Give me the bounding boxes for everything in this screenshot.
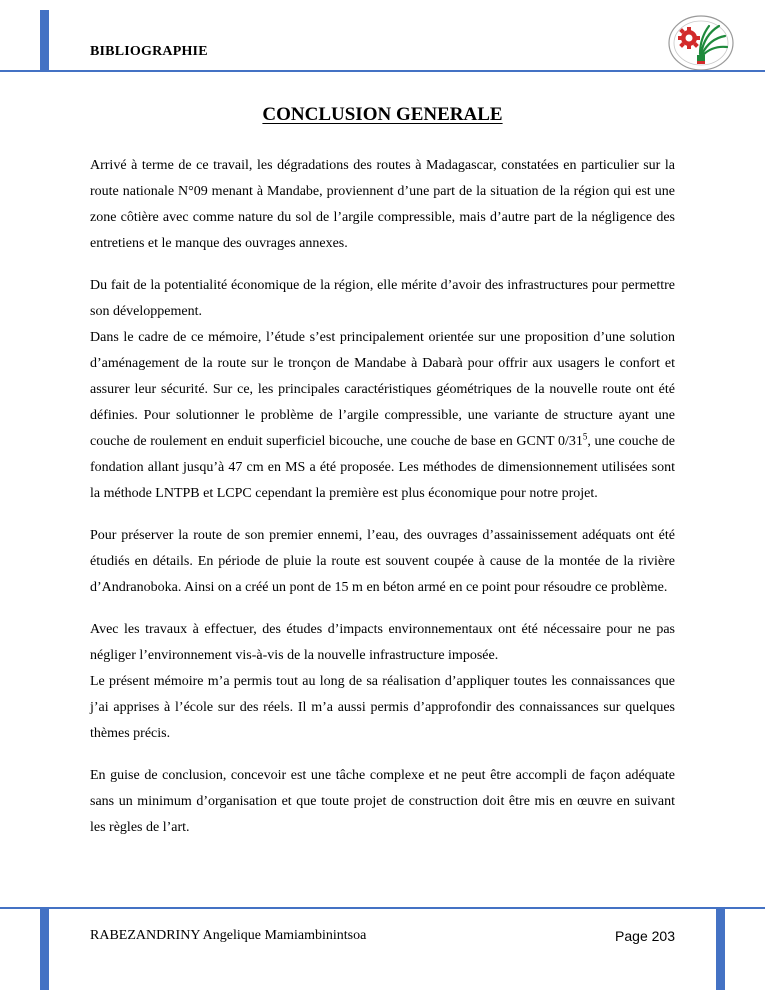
- university-seal-icon: [667, 14, 735, 72]
- footer-divider: [0, 907, 765, 909]
- page-number: Page 203: [615, 928, 675, 944]
- footer-right-bar: [716, 909, 725, 990]
- conclusion-body: [90, 153, 675, 841]
- page-title: CONCLUSION GENERALE: [262, 104, 503, 125]
- paragraph-3: [90, 325, 675, 507]
- paragraph-3-text-b: , une couche de fondation allant jusqu’à 47 cm en MS a été proposée. Les méthodes de dimensionnement utilisées sont la méthode LNTPB et LCPC cependant la première est plus économique pour notre projet.: [90, 434, 675, 501]
- paragraph-5: Avec les travaux à effectuer, des études d’impacts environnementaux ont été nécessaire pour ne pas négliger l’environnement vis-à-vis de la nouvelle infrastructure imposée.: [90, 622, 675, 663]
- footer-author: RABEZANDRINY Angelique Mamiambinintsoa: [90, 928, 367, 943]
- footer-left-bar: [40, 909, 49, 990]
- header-divider: [0, 70, 765, 72]
- paragraph-3-text-a: Dans le cadre de ce mémoire, l’étude s’est principalement orientée sur une proposition d’une solution d’aménagement de la route sur le tronçon de Mandabe à Dabarà pour offrir aux usagers le confort et assurer leur sécurité. Sur ce, les principales caractéristiques géométriques de la nouvelle route ont été définies. Pour solutionner le problème de l’argile compressible, une variante de structure ayant une couche de roulement en enduit superficiel bicouche, une couche de base en GCNT 0/31: [90, 330, 675, 449]
- paragraph-7: En guise de conclusion, concevoir est une tâche complexe et ne peut être accompli de façon adéquate sans un minimum d’organisation et que toute projet de construction doit être mis en œuvre en suivant les règles de l’art.: [90, 768, 675, 835]
- header-title: BIBLIOGRAPHIE: [90, 44, 208, 59]
- paragraph-2: Du fait de la potentialité économique de la région, elle mérite d’avoir des infrastructures pour permettre son développement.: [90, 278, 675, 319]
- footnote-reference: 5: [582, 431, 588, 442]
- header-left-bar: [40, 10, 49, 70]
- paragraph-1: Arrivé à terme de ce travail, les dégradations des routes à Madagascar, constatées en particulier sur la route nationale N°09 menant à Mandabe, proviennent d’une part de la situation de la région qui est une zone côtière avec comme nature du sol de l’argile compressible, mais d’autre part de la négligence des entretiens et le manque des ouvrages annexes.: [90, 158, 675, 251]
- paragraph-6: Le présent mémoire m’a permis tout au long de sa réalisation d’appliquer toutes les connaissances que j’ai apprises à l’école sur des réels. Il m’a aussi permis d’approfondir des connaissances sur quelques thèmes précis.: [90, 674, 675, 741]
- paragraph-4: Pour préserver la route de son premier ennemi, l’eau, des ouvrages d’assainissement adéquats ont été étudiés en détails. En période de pluie la route est souvent coupée à cause de la montée de la rivière d’Andranoboka. Ainsi on a créé un pont de 15 m en béton armé en ce point pour résoudre ce problème.: [90, 528, 675, 595]
